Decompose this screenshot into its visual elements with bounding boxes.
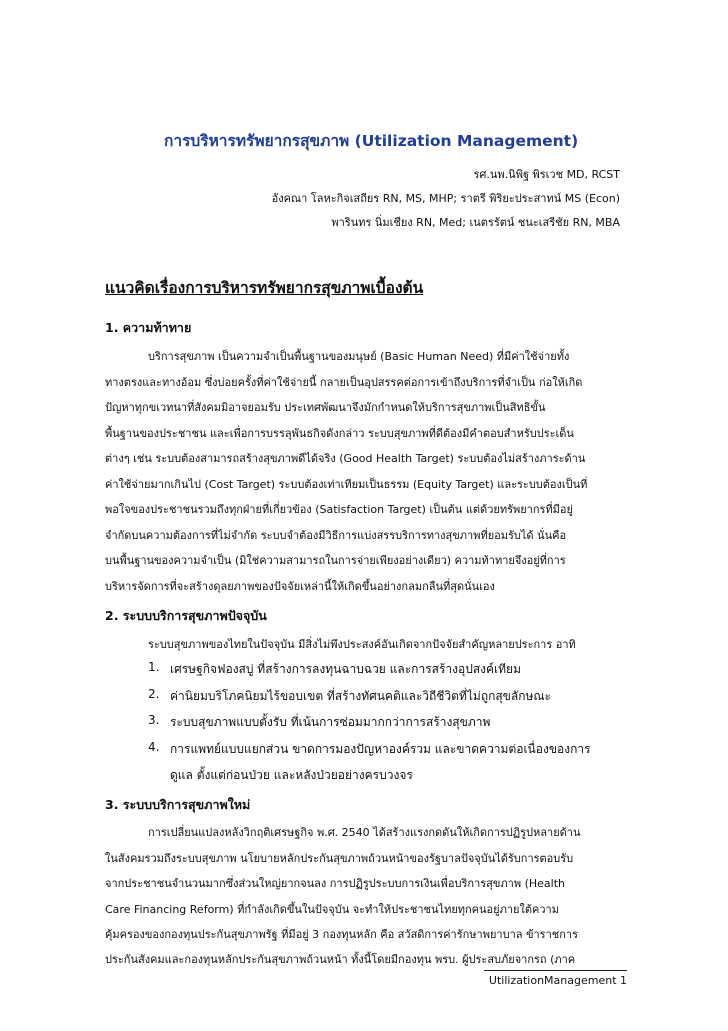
- main-heading: แนวคิดเรื่องการบริหารทรัพยากรสุขภาพเบื้องต้น: [105, 279, 424, 297]
- paragraph-line: บริหารจัดการที่จะสร้างดุลยภาพของปัจจัยเหล่านี้ให้เกิดขึ้นอย่างกลมกลืนที่สุดนั่นเอง: [105, 580, 495, 593]
- section-3-heading: 3. ระบบบริการสุขภาพใหม่: [105, 797, 251, 812]
- author-line-2: อังคณา โลหะกิจเสถียร RN, MS, MHP; ราตรี พิริยะประสาทน์ MS (Econ): [271, 192, 620, 205]
- author-line-1: รศ.นพ.นิพิฐ พิรเวช MD, RCST: [473, 168, 620, 181]
- paragraph-line: พอใจของประชาชนรวมถึงทุกฝ่ายที่เกี่ยวข้อง (Satisfaction Target) เป็นต้น แต่ด้วยทรัพยากรที่มีอยู่: [105, 503, 573, 516]
- paragraph-line: ประกันสังคมและกองทุนหลักประกันสุขภาพถ้วนหน้า ทั้งนี้โดยมีกองทุน พรบ. ผู้ประสบภัยจากรถ (ภาค: [105, 953, 576, 966]
- paragraph-line: ปัญหาทุกขเวทนาที่สังคมมิอาจยอมรับ ประเทศพัฒนาจึงมักกำหนดให้บริการสุขภาพเป็นสิทธิขั้น: [105, 401, 546, 414]
- paragraph-line: บริการสุขภาพ เป็นความจำเป็นพื้นฐานของมนุษย์ (Basic Human Need) ที่มีค่าใช้จ่ายทั้ง: [148, 350, 570, 363]
- paragraph-line: คุ้มครองของกองทุนประกันสุขภาพรัฐ ที่มีอยู่ 3 กองทุนหลัก คือ สวัสดิการค่ารักษาพยาบาล ข้าราชการ: [105, 928, 578, 941]
- list-item: การแพทย์แบบแยกส่วน ขาดการมองปัญหาองค์รวม และขาดความต่อเนื่องของการ: [170, 742, 591, 756]
- list-item: เศรษฐกิจฟองสบู่ ที่สร้างการลงทุนฉาบฉวย และการสร้างอุปสงค์เทียม: [170, 662, 521, 676]
- paragraph-line: พื้นฐานของประชาชน และเพื่อการบรรลุพันธกิจดังกล่าว ระบบสุขภาพที่ดีต้องมีคำตอบสำหรับประเด็น: [105, 427, 574, 440]
- list-item-number: 1.: [148, 660, 160, 674]
- paragraph-line: ต่างๆ เช่น ระบบต้องสามารถสร้างสุขภาพดีได้จริง (Good Health Target) ระบบต้องไม่สร้างภาระด้าน: [105, 452, 586, 465]
- paragraph-line: จากประชาชนจำนวนมากซึ่งส่วนใหญ่ยากจนลง การปฏิรูประบบการเงินเพื่อบริการสุขภาพ (Health: [105, 877, 565, 890]
- document-title: การบริหารทรัพยากรสุขภาพ (Utilization Management): [164, 132, 579, 150]
- paragraph-line: ค่าใช้จ่ายมากเกินไป (Cost Target) ระบบต้องเท่าเทียมเป็นธรรม (Equity Target) และระบบต้องเป็นที่: [105, 478, 588, 491]
- list-item-continuation: ดูแล ตั้งแต่ก่อนป่วย และหลังป่วยอย่างครบวงจร: [170, 768, 413, 782]
- list-item-number: 2.: [148, 687, 160, 701]
- section-2-heading: 2. ระบบบริการสุขภาพปัจจุบัน: [105, 608, 267, 623]
- list-item-number: 4.: [148, 740, 160, 754]
- paragraph-line: Care Financing Reform) ที่กำลังเกิดขึ้นในปัจจุบัน จะทำให้ประชาชนไทยทุกคนอยู่ภายใต้ความ: [105, 903, 559, 916]
- paragraph-line: จำกัดบนความต้องการที่ไม่จำกัด ระบบจำต้องมีวิธีการแบ่งสรรบริการทางสุขภาพที่ยอมรับได้ นั่นคือ: [105, 529, 567, 542]
- list-item: ค่านิยมบริโภคนิยมไร้ขอบเขต ที่สร้างทัศนคติและวิถีชีวิตที่ไม่ถูกสุขลักษณะ: [170, 689, 551, 703]
- paragraph-line: ในสังคมรวมถึงระบบสุขภาพ นโยบายหลักประกันสุขภาพถ้วนหน้าของรัฐบาลปัจจุบันได้รับการตอบรับ: [105, 852, 574, 865]
- list-item: ระบบสุขภาพแบบตั้งรับ ที่เน้นการซ่อมมากกว่าการสร้างสุขภาพ: [170, 715, 491, 729]
- paragraph-line: การเปลี่ยนแปลงหลังวิกฤติเศรษฐกิจ พ.ศ. 2540 ได้สร้างแรงกดดันให้เกิดการปฏิรูปหลายด้าน: [148, 826, 581, 839]
- page-footer: UtilizationManagement 1: [484, 970, 627, 987]
- paragraph-line: ระบบสุขภาพของไทยในปัจจุบัน มีสิ่งไม่พึงประสงค์อันเกิดจากปัจจัยสำคัญหลายประการ อาทิ: [148, 638, 576, 651]
- list-item-number: 3.: [148, 713, 160, 727]
- paragraph-line: ทางตรงและทางอ้อม ซึ่งบ่อยครั้งที่ค่าใช้จ่ายนี้ กลายเป็นอุปสรรคต่อการเข้าถึงบริการที่จำเป็น ก่อให้เกิด: [105, 376, 583, 389]
- section-1-heading: 1. ความท้าทาย: [105, 320, 192, 335]
- author-line-3: พารินทร นิ่มเชียง RN, Med; เนตรรัตน์ ชนะเสรีชัย RN, MBA: [331, 216, 620, 229]
- paragraph-line: บนพื้นฐานของความจำเป็น (มิใช่ความสามารถในการจ่ายเพียงอย่างเดียว) ความท้าทายจึงอยู่ที่การ: [105, 554, 566, 567]
